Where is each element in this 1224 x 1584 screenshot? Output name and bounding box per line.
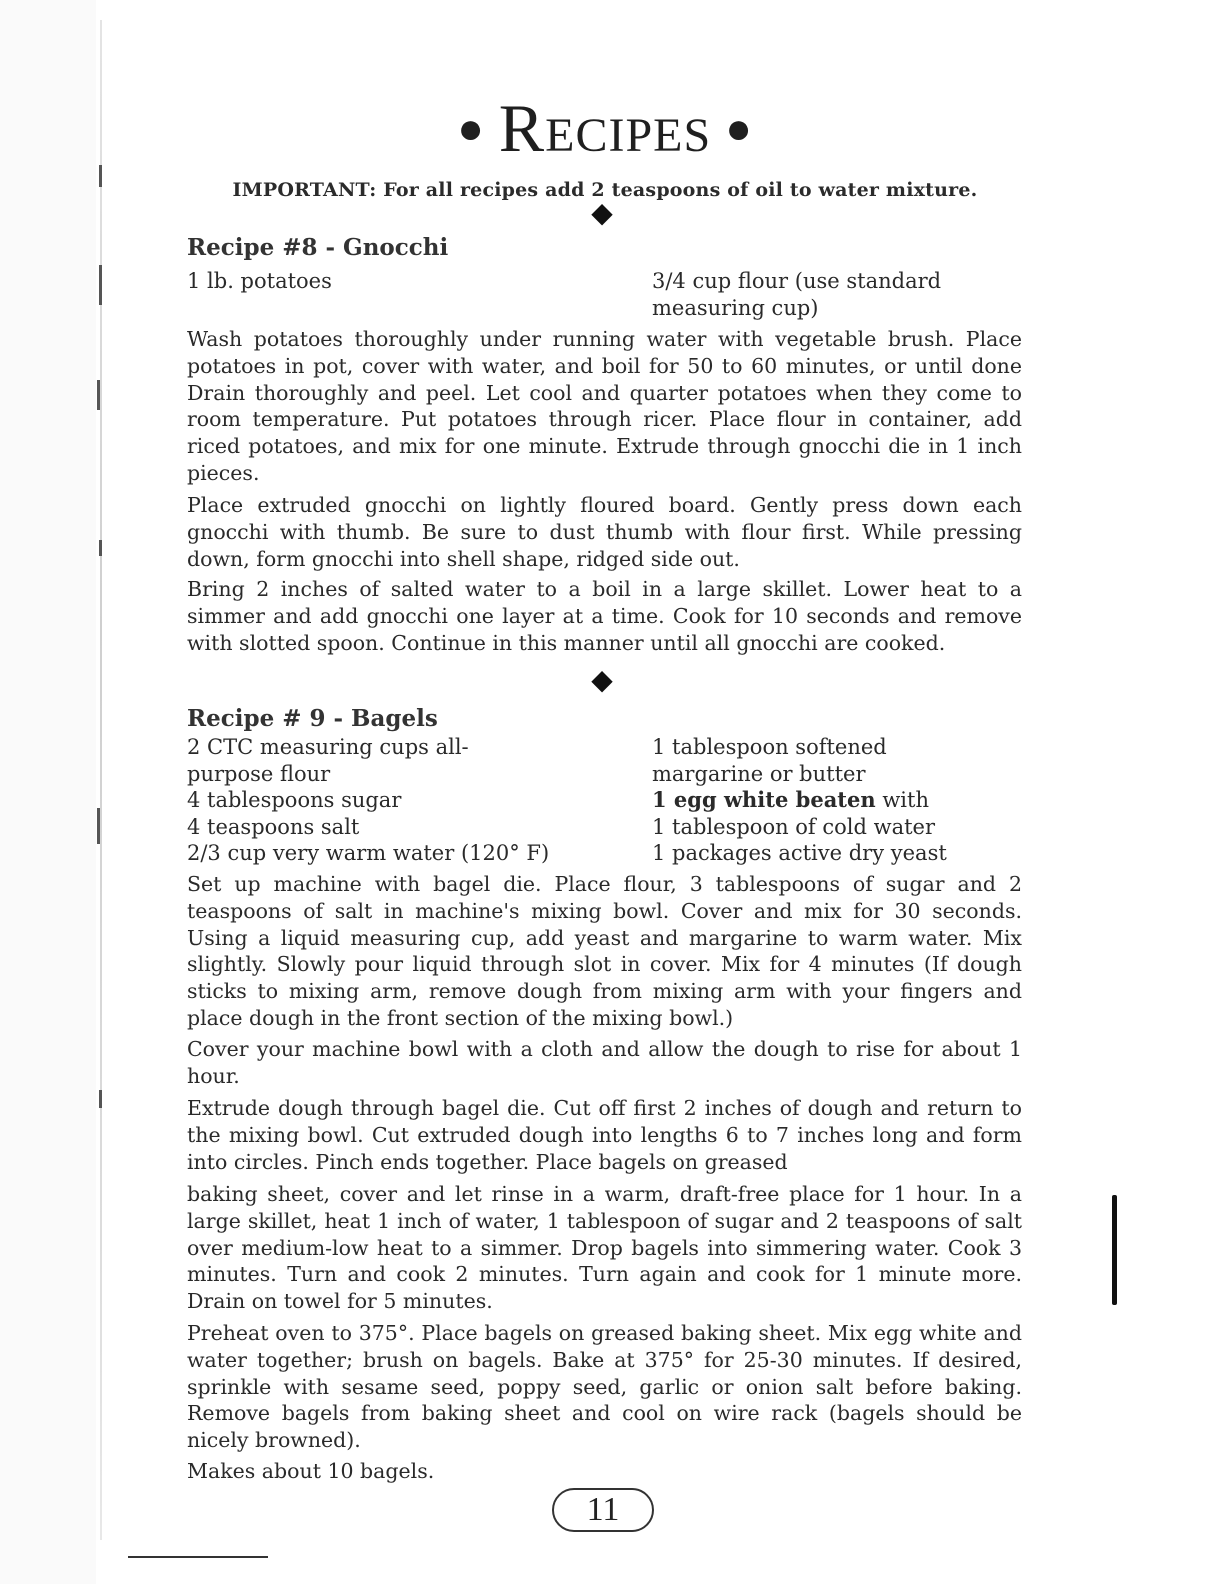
ingredient-line: purpose flour <box>187 761 331 786</box>
page-title-text: Recipes <box>498 90 712 166</box>
page-title <box>100 90 1110 173</box>
ingredient-line: 1 packages active dry yeast <box>652 841 947 865</box>
page-header <box>100 90 1110 201</box>
recipe-8-ingredients <box>187 268 1027 324</box>
binding-edge <box>100 20 102 1540</box>
recipe-9-step: Preheat oven to 375°. Place bagels on greased baking sheet. Mix egg white and water together; brush on bagels. Bake at 375° for 25-30 minutes. If desired, sprinkle with sesame seed, poppy seed, garlic or onion salt before baking. Remove bagels from baking sheet and cool on wire rack (bagels should be nicely browned). <box>187 1321 1022 1453</box>
recipe-9-step: Set up machine with bagel die. Place flour, 3 tablespoons of sugar and 2 teaspoons of salt in machine's mixing bowl. Cover and mix for 30 seconds. Using a liquid measuring cup, add yeast and margarine to warm water. Mix slightly. Slowly pour liquid through slot in cover. Mix for 4 minutes (If dough sticks to mixing arm, remove dough from mixing arm with your fingers and place dough in the front section of the mixing bowl.) <box>187 872 1022 1030</box>
ingredient-line: 4 tablespoons sugar <box>187 788 402 812</box>
ingredient-line <box>652 787 1032 814</box>
ingredient-column-right <box>652 268 1032 321</box>
ingredient-line: 2/3 cup very warm water (120° F) <box>187 841 550 865</box>
bullet-icon: ● <box>725 104 753 154</box>
scan-margin <box>0 0 96 1584</box>
ingredient-line: 1 tablespoon softened <box>652 735 887 759</box>
bullet-icon: ● <box>457 104 485 154</box>
diamond-icon: ◆ <box>591 196 613 229</box>
binding-mark <box>97 380 100 410</box>
ingredient-column-right <box>652 734 1032 867</box>
recipe-9-step: baking sheet, cover and let rinse in a warm, draft-free place for 1 hour. In a large skillet, heat 1 inch of water, 1 tablespoon of sugar and 2 teaspoons of salt over medium-low heat to a simmer. Drop bagels into simmering water. Cook 3 minutes. Turn and cook 2 minutes. Turn again and cook for 1 minute more. Drain on towel for 5 minutes. <box>187 1182 1022 1314</box>
recipe-8-title: Recipe #8 - Gnocchi <box>187 234 449 261</box>
diamond-icon: ◆ <box>591 663 613 696</box>
page-number: 11 <box>552 1488 654 1532</box>
ingredient-line: 2 CTC measuring cups all- <box>187 735 469 759</box>
ingredient-line: 1 tablespoon of cold water <box>652 814 936 839</box>
ingredient-line: 4 teaspoons salt <box>187 814 360 839</box>
recipe-9-step: Cover your machine bowl with a cloth and allow the dough to rise for about 1 hour. <box>187 1037 1022 1088</box>
ingredient-suffix: with <box>882 788 929 812</box>
scan-artifact <box>1112 1195 1117 1305</box>
ingredient-bold: 1 egg white beaten <box>652 787 876 812</box>
binding-mark <box>97 808 100 844</box>
ingredient-column-left <box>187 734 627 867</box>
ingredient-line: 3/4 cup flour (use standard <box>652 269 942 293</box>
binding-mark <box>99 540 102 556</box>
ingredient-line: margarine or butter <box>652 761 866 786</box>
important-note: IMPORTANT: For all recipes add 2 teaspoons of oil to water mixture. <box>232 179 978 202</box>
recipe-8-step: Place extruded gnocchi on lightly floured board. Gently press down each gnocchi with thumb. Be sure to dust thumb with flour first. While pressing down, form gnocchi into shell shape, ridged side out. <box>187 493 1022 571</box>
recipe-9-step: Extrude dough through bagel die. Cut off first 2 inches of dough and return to the mixing bowl. Cut extruded dough into lengths 6 to 7 inches long and form into circles. Pinch ends together. Place bagels on greased <box>187 1096 1022 1174</box>
footer-rule <box>128 1556 268 1558</box>
recipe-9-ingredients <box>187 734 1027 870</box>
binding-mark <box>99 265 102 305</box>
recipe-8-step: Wash potatoes thoroughly under running water with vegetable brush. Place potatoes in pot, cover with water, and boil for 50 to 60 minutes, or until done Drain thoroughly and peel. Let cool and quarter potatoes when they come to room temperature. Put potatoes through ricer. Place flour in container, add riced potatoes, and mix for one minute. Extrude through gnocchi die in 1 inch pieces. <box>187 327 1022 485</box>
ingredient-column-left <box>187 268 627 295</box>
recipe-8-step: Bring 2 inches of salted water to a boil in a large skillet. Lower heat to a simmer and add gnocchi one layer at a time. Cook for 10 seconds and remove with slotted spoon. Continue in this manner until all gnocchi are cooked. <box>187 577 1022 655</box>
recipe-9-step: Makes about 10 bagels. <box>187 1459 435 1483</box>
binding-mark <box>99 1090 102 1108</box>
ingredient-line: measuring cup) <box>652 295 819 320</box>
ingredient-line: 1 lb. potatoes <box>187 269 332 293</box>
recipe-9-title: Recipe # 9 - Bagels <box>187 705 438 732</box>
